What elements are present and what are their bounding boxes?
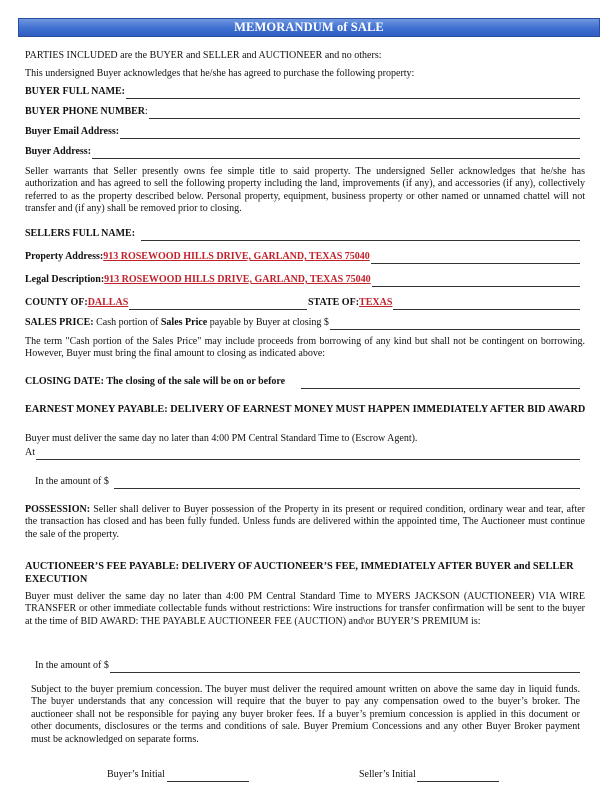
buyer-address-label: Buyer Address: (25, 146, 92, 157)
document-title-banner: MEMORANDUM of SALE (18, 18, 600, 37)
buyer-full-name-label: BUYER FULL NAME: (25, 86, 126, 97)
buyer-email-label: Buyer Email Address: (25, 126, 120, 137)
buyer-premium-paragraph: Subject to the buyer premium concession. The buyer must deliver the required amount written on above the same day in liquid funds. The buyer understands that any concession will require that the buyer to pay any compensation owed to the buyer’s broker. The auctioneer shall not be responsible for paying any buyer broker fees. If a buyer’s premium concession is applied in this document or other documents, disclosures or the terms and conditions of sale. Buyer Premium Concessions and any other Buyer Broker payment must be acknowledged on separate forms. (31, 684, 580, 745)
closing-date-row (25, 376, 580, 389)
acknowledge-text: This undersigned Buyer acknowledges that he/she has agreed to purchase the following property: (25, 68, 415, 79)
possession-label: POSSESSION: (25, 504, 91, 515)
buyer-initial-row (107, 769, 249, 782)
state-row (308, 297, 580, 310)
earnest-amount-field[interactable] (114, 478, 580, 489)
escrow-at-label: At (25, 447, 35, 458)
county-label: COUNTY OF: (25, 297, 88, 308)
seller-initial-field[interactable] (417, 771, 499, 782)
seller-full-name-row (25, 228, 580, 241)
seller-initial-label: Seller’s Initial (359, 769, 416, 780)
property-address-row (25, 251, 580, 264)
earnest-amount-row (35, 476, 580, 489)
seller-warranty-paragraph: Seller warrants that Seller presently owns fee simple title to said property. The undersigned Seller acknowledges that he/she has authorization and has agreed to sell the following property including the land, improvements (if any), and accessories (if any), collectively referred to as the property described below. Personal property, equipment, business property or other named or unnamed chattel will not transfer and (if any) shall be removed prior to closing. (25, 166, 585, 215)
closing-date-field[interactable] (301, 378, 580, 389)
sales-price-text-b: payable by Buyer at closing $ (207, 317, 329, 328)
state-label: STATE OF: (308, 297, 360, 308)
buyer-phone-colon: : (145, 106, 148, 117)
property-address-label: Property Address: (25, 251, 104, 262)
property-address-value: 913 ROSEWOOD HILLS DRIVE, GARLAND, TEXAS 75040 (103, 251, 370, 262)
buyer-initial-field[interactable] (167, 771, 249, 782)
seller-initial-row (359, 769, 499, 782)
buyer-full-name-field[interactable] (126, 88, 580, 99)
buyer-email-row (25, 126, 580, 139)
buyer-phone-row (25, 106, 580, 119)
seller-full-name-field[interactable] (141, 230, 580, 241)
closing-date-label: CLOSING DATE: The closing of the sale will be on or before (25, 376, 286, 387)
sales-price-text-a: Cash portion of (93, 317, 161, 328)
county-row (25, 297, 307, 310)
auctioneer-fee-amount-field[interactable] (110, 662, 580, 673)
seller-full-name-label: SELLERS FULL NAME: (25, 228, 136, 239)
property-address-field[interactable] (371, 253, 580, 264)
buyer-email-field[interactable] (120, 128, 580, 139)
buyer-phone-label: BUYER PHONE NUMBER (25, 106, 146, 117)
county-value: DALLAS (87, 297, 129, 308)
buyer-address-field[interactable] (92, 148, 580, 159)
earnest-money-text: Buyer must deliver the same day no later than 4:00 PM Central Standard Time to (Escrow Agent). (25, 433, 418, 444)
buyer-initial-label: Buyer’s Initial (107, 769, 165, 780)
earnest-amount-label: In the amount of $ (35, 476, 109, 487)
legal-description-value: 913 ROSEWOOD HILLS DRIVE, GARLAND, TEXAS 75040 (104, 274, 371, 285)
legal-description-row (25, 274, 580, 287)
buyer-full-name-row (25, 86, 580, 99)
sales-price-field[interactable] (330, 319, 580, 330)
auctioneer-fee-amount-row (35, 660, 580, 673)
buyer-phone-field[interactable] (149, 108, 580, 119)
legal-description-label: Legal Description: (25, 274, 105, 285)
parties-text: PARTIES INCLUDED are the BUYER and SELLER and AUCTIONEER and no others: (25, 50, 382, 61)
auctioneer-fee-amount-label: In the amount of $ (35, 660, 109, 671)
legal-description-field[interactable] (372, 276, 580, 287)
state-value: TEXAS (359, 297, 393, 308)
possession-paragraph (25, 504, 585, 541)
escrow-at-row (25, 447, 580, 460)
possession-text: Seller shall deliver to Buyer possession of the Property in its present or required condition, ordinary wear and tear, after the transaction has closed and has been fully funded. Unless funds are delivered within the appointed time, The Auctioneer must continue the sale of the property. (25, 504, 585, 540)
sales-price-text-bold: Sales Price (160, 317, 208, 328)
cash-portion-paragraph: The term "Cash portion of the Sales Price" may include proceeds from borrowing of any kind but shall not be contingent on borrowing. However, Buyer must bring the final amount to closing as indicated above: (25, 336, 585, 360)
earnest-money-heading: EARNEST MONEY PAYABLE: DELIVERY OF EARNEST MONEY MUST HAPPEN IMMEDIATELY AFTER BID AWARD (25, 404, 586, 415)
state-field[interactable] (393, 299, 580, 310)
sales-price-row (25, 317, 580, 330)
county-field[interactable] (129, 299, 307, 310)
auctioneer-fee-heading: AUCTIONEER’S FEE PAYABLE: DELIVERY OF AUCTIONEER’S FEE, IMMEDIATELY AFTER BUYER and SELLER EXECUTION (25, 561, 574, 585)
auctioneer-fee-paragraph: Buyer must deliver the same day no later than 4:00 PM Central Standard Time to MYERS JACKSON (AUCTIONEER) VIA WIRE TRANSFER or other immediate collectable funds without restrictions: Wire instructions for transfer confirmation will be sent to the buyer at the time of BID AWARD: THE PAYABLE AUCTIONEER FEE (AUCTION) and\or BUYER’S PREMIUM is: (25, 591, 585, 627)
escrow-agent-field[interactable] (36, 449, 580, 460)
sales-price-label: SALES PRICE: (25, 317, 94, 328)
buyer-address-row (25, 146, 580, 159)
